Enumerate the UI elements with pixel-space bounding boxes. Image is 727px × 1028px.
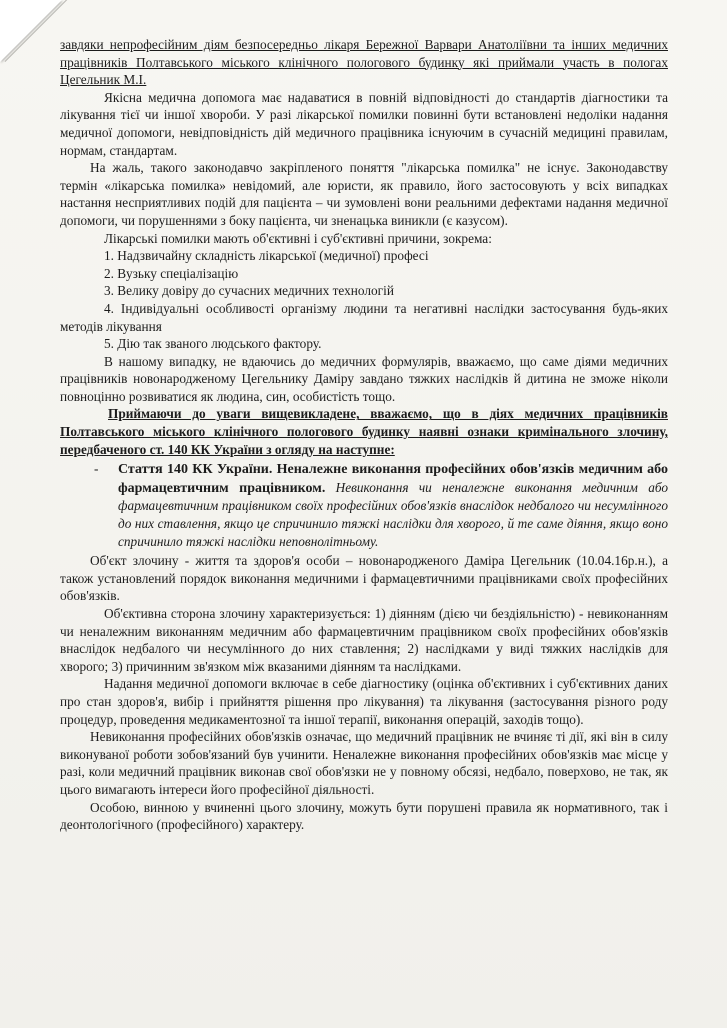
- article-text: Невиконання чи неналежне виконання медичним або фармацевтичним працівником своїх професійних обов'язків внаслідок недбалого чи несумлінного до них ставлення, якщо це спричинило тяжкі наслідки для хворого, й те саме діяння, якщо воно спричинило тяжкі наслідки неповнолітньому.: [118, 479, 669, 549]
- list-item-3: 3. Велику довіру до сучасних медичних технологій: [104, 283, 394, 299]
- paragraph-medical-care: Надання медичної допомоги включає в себе діагностику (оцінка об'єктивних і суб'єктивних даних про стан здоров'я, вибір і прийняття рішення про лікування) та лікування (застосування різного роду процедур, проведення медикаментозної та іншої терапії, виконання операцій, заходів тощо).: [60, 676, 668, 727]
- article-heading: Стаття 140 КК України. Неналежне виконання професійних обов'язків медичним або фармацевтичним працівником.: [118, 462, 668, 496]
- paragraph-rules-violated: Особою, винною у вчиненні цього злочину, можуть бути порушені правила як нормативного, так і деонтологічного (професійного) характеру.: [60, 799, 668, 833]
- paragraph-medical-error-term: На жаль, такого законодавчо закріпленого поняття "лікарська помилка" не існує. Законодавству термін «лікарська помилка» невідомий, але юристи, як правило, його застосовують у всіх випадках настання несприятливих подій для пацієнта – чи зумовлені вони реальними дефектами надання медичної допомоги, чи порушеннями з боку пацієнта, чи зненацька виникли (є казусом).: [60, 160, 668, 228]
- paragraph-conclusion-underlined: Приймаючи до уваги вищевикладене, вважаємо, що в діях медичних працівників Полтавського міського клінічного пологового будинку наявні ознаки кримінального злочину, передбаченого ст. 140 КК України з огляду на наступне:: [60, 406, 668, 457]
- document-body: [60, 36, 668, 834]
- folded-corner: [0, 0, 62, 62]
- list-item-5: 5. Дію так званого людського фактору.: [104, 336, 322, 352]
- paragraph-objective-side: Об'єктивна сторона злочину характеризується: 1) діянням (дією чи бездіяльністю) - невиконанням чи неналежним виконанням медичним або фармацевтичним працівником своїх професійних обов'язків внаслідок недбалого чи несумлінного до них ставлення; 2) наслідками у виді тяжких наслідків для хворого; 3) причинним зв'язком між вказаними діянням та наслідками.: [60, 606, 668, 674]
- paragraph-non-performance: Невиконання професійних обов'язків означає, що медичний працівник не вчиняє ті дії, які він в силу виконуваної роботи зобов'язаний був учинити. Неналежне виконання професійних обов'язків має місце у разі, коли медичний працівник виконав свої обов'язки не у повному обсязі, недбало, поверхово, не так, як цього вимагають інтереси його професійної діяльності.: [60, 729, 668, 797]
- paragraph-our-case: В нашому випадку, не вдаючись до медичних формулярів, вважаємо, що саме діями медичних працівників новонародженому Цегельнику Даміру завдано тяжких наслідків й дитина не зможе ніколи повноцінно розвиватися як людина, син, особистість тощо.: [60, 353, 668, 404]
- paragraph-crime-object: Об'єкт злочину - життя та здоров'я особи – новонародженого Даміра Цегельник (10.04.16р.н.), а також установлений порядок виконання медичними і фармацевтичними працівниками своїх професійних обов'язків.: [60, 553, 668, 604]
- list-item-1: 1. Надзвичайну складність лікарської (медичної) професі: [104, 248, 429, 264]
- list-dash: -: [94, 461, 99, 477]
- list-item-2: 2. Вузьку спеціалізацію: [104, 265, 239, 281]
- paragraph-intro-underlined: завдяки непрофесійним діям безпосередньо лікаря Бережної Варвари Анатоліївни та інших медичних працівників Полтавського міського клінічного пологового будинку які приймали участь в пологах Цегельник М.І.: [60, 37, 668, 88]
- article-140-block: [60, 460, 668, 550]
- list-item-4: 4. Індивідуальні особливості організму людини та негативні наслідки застосування будь-яких методів лікування: [60, 300, 668, 334]
- paragraph-quality-care: Якісна медична допомога має надаватися в повній відповідності до стандартів діагностики та лікування тієї чи іншої хвороби. У разі лікарської помилки повинні бути встановлені недоліки надання медичної допомоги, невідповідність дій медичного працівника існуючим в сучасній медицині правилам, нормам, стандартам.: [60, 89, 668, 158]
- paragraph-error-causes: Лікарські помилки мають об'єктивні і суб'єктивні причини, зокрема:: [104, 230, 492, 246]
